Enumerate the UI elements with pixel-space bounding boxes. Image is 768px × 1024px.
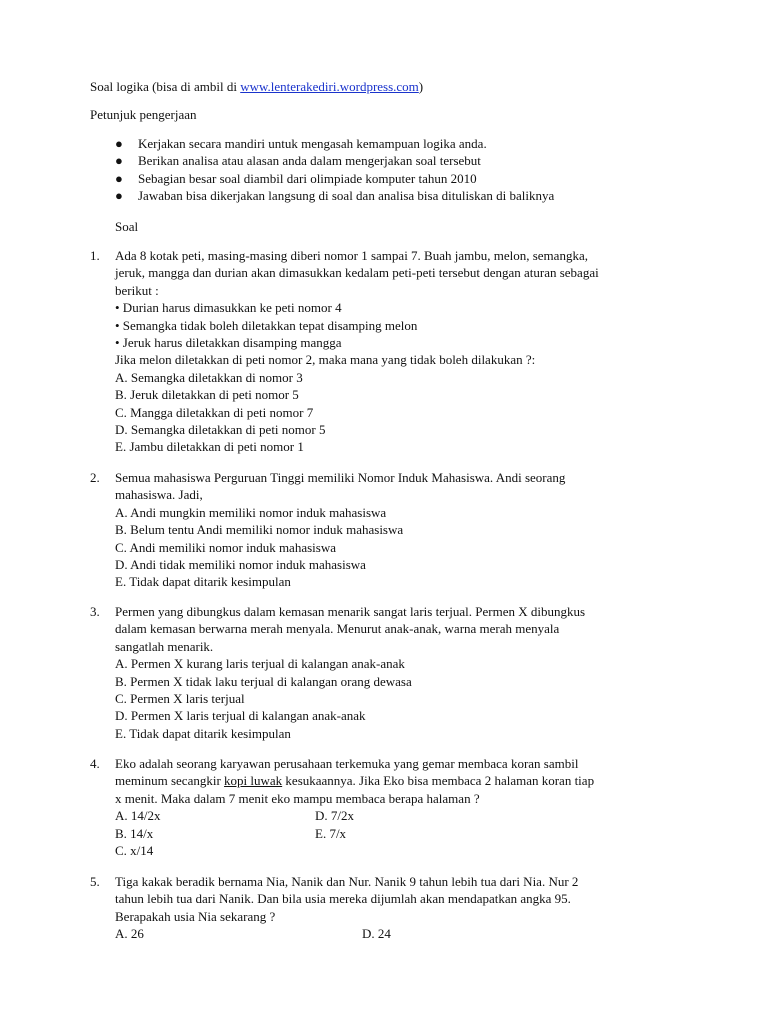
question-1 bbox=[90, 247, 680, 456]
question-text: meminum secangkir kopi luwak kesukaannya. Jika Eko bisa membaca 2 halaman koran tiap bbox=[115, 773, 595, 789]
instruction-item: ● Jawaban bisa dikerjakan langsung di soal dan analisa bisa dituliskan di baliknya bbox=[115, 188, 555, 204]
question-body bbox=[115, 469, 680, 591]
answer-option: B. Permen X tidak laku terjual di kalangan orang dewasa bbox=[115, 673, 412, 689]
question-3 bbox=[90, 603, 680, 742]
rule-item: • Jeruk harus diletakkan disamping mangga bbox=[115, 335, 342, 351]
question-text: tahun lebih tua dari Nanik. Dan bila usia mereka dijumlah akan mendapatkan angka 95. bbox=[115, 891, 571, 907]
bullet-icon: ● bbox=[115, 170, 123, 186]
question-prompt: Jika melon diletakkan di peti nomor 2, maka mana yang tidak boleh dilakukan ?: bbox=[115, 352, 536, 368]
question-text: Tiga kakak beradik bernama Nia, Nanik dan Nur. Nanik 9 tahun lebih tua dari Nia. Nur 2 bbox=[115, 874, 579, 889]
bullet-icon: ● bbox=[115, 136, 123, 151]
question-text: sangatlah menarik. bbox=[115, 638, 214, 654]
question-4 bbox=[90, 755, 680, 859]
instructions-list bbox=[112, 135, 554, 205]
rule-item: • Semangka tidak boleh diletakkan tepat disamping melon bbox=[115, 317, 418, 333]
title-prefix: Soal logika (bisa di ambil di bbox=[90, 79, 241, 94]
title-suffix: ) bbox=[418, 79, 424, 94]
answer-option: C. Andi memiliki nomor induk mahasiswa bbox=[115, 539, 336, 555]
instruction-item: ● Sebagian besar soal diambil dari olimpiade komputer tahun 2010 bbox=[115, 170, 477, 186]
answer-option: A. Permen X kurang laris terjual di kalangan anak-anak bbox=[115, 656, 405, 672]
question-body bbox=[115, 755, 680, 859]
question-body bbox=[115, 873, 680, 943]
answer-option: C. Mangga diletakkan di peti nomor 7 bbox=[115, 404, 314, 420]
answer-option: D. 24 bbox=[362, 926, 391, 941]
bullet-icon: ● bbox=[115, 188, 123, 204]
answer-option: B. Jeruk diletakkan di peti nomor 5 bbox=[115, 387, 299, 403]
rule-item: • Durian harus dimasukkan ke peti nomor 4 bbox=[115, 300, 342, 316]
question-2 bbox=[90, 469, 680, 591]
question-text: mahasiswa. Jadi, bbox=[115, 487, 203, 503]
answer-option: D. Semangka diletakkan di peti nomor 5 bbox=[115, 422, 326, 438]
answer-option: B. 14/x bbox=[115, 825, 154, 841]
answer-option: E. Jambu diletakkan di peti nomor 1 bbox=[115, 439, 304, 455]
question-text: Permen yang dibungkus dalam kemasan menarik sangat laris terjual. Permen X dibungkus bbox=[115, 604, 586, 619]
answer-option: A. 26 bbox=[115, 926, 144, 942]
soal-heading: Soal bbox=[115, 219, 139, 234]
question-body bbox=[115, 247, 680, 456]
question-body bbox=[115, 603, 680, 742]
question-text: jeruk, mangga dan durian akan dimasukkan kedalam peti-peti tersebut dengan aturan sebagai bbox=[115, 265, 599, 281]
answer-option: A. Semangka diletakkan di nomor 3 bbox=[115, 369, 303, 385]
question-text: Ada 8 kotak peti, masing-masing diberi nomor 1 sampai 7. Buah jambu, melon, semangka, bbox=[115, 248, 588, 263]
answer-option: E. Tidak dapat ditarik kesimpulan bbox=[115, 725, 291, 741]
instruction-item: ● Kerjakan secara mandiri untuk mengasah kemampuan logika anda. bbox=[115, 136, 487, 151]
question-number: 4. bbox=[90, 756, 100, 771]
question-text: x menit. Maka dalam 7 menit eko mampu membaca berapa halaman ? bbox=[115, 790, 480, 806]
answer-option: D. 7/2x bbox=[315, 808, 354, 823]
answer-option: E. 7/x bbox=[315, 825, 347, 841]
document-title bbox=[90, 78, 423, 95]
question-number: 1. bbox=[90, 248, 100, 263]
question-number: 2. bbox=[90, 470, 100, 485]
question-text: Eko adalah seorang karyawan perusahaan terkemuka yang gemar membaca koran sambil bbox=[115, 756, 579, 771]
answer-option: E. Tidak dapat ditarik kesimpulan bbox=[115, 574, 291, 590]
question-text: dalam kemasan berwarna merah menyala. Menurut anak-anak, warna merah menyala bbox=[115, 621, 560, 637]
answer-option: C. x/14 bbox=[115, 843, 154, 859]
source-link[interactable]: www.lenterakediri.wordpress.com bbox=[240, 79, 419, 94]
question-5 bbox=[90, 873, 680, 943]
answer-option: B. Belum tentu Andi memiliki nomor induk mahasiswa bbox=[115, 522, 404, 538]
question-text: Berapakah usia Nia sekarang ? bbox=[115, 908, 276, 924]
question-text: Semua mahasiswa Perguruan Tinggi memiliki Nomor Induk Mahasiswa. Andi seorang bbox=[115, 470, 566, 485]
answer-option: D. Andi tidak memiliki nomor induk mahasiswa bbox=[115, 557, 366, 573]
instruction-item: ● Berikan analisa atau alasan anda dalam mengerjakan soal tersebut bbox=[115, 153, 481, 169]
question-text: berikut : bbox=[115, 282, 159, 298]
answer-option: C. Permen X laris terjual bbox=[115, 691, 245, 707]
instructions-heading: Petunjuk pengerjaan bbox=[90, 107, 197, 122]
question-number: 5. bbox=[90, 874, 100, 889]
bullet-icon: ● bbox=[115, 153, 123, 169]
answer-option: A. Andi mungkin memiliki nomor induk mahasiswa bbox=[115, 504, 387, 520]
underlined-term: kopi luwak bbox=[224, 773, 283, 789]
answer-option: D. Permen X laris terjual di kalangan anak-anak bbox=[115, 708, 366, 724]
answer-option: A. 14/2x bbox=[115, 808, 161, 824]
question-number: 3. bbox=[90, 604, 100, 619]
